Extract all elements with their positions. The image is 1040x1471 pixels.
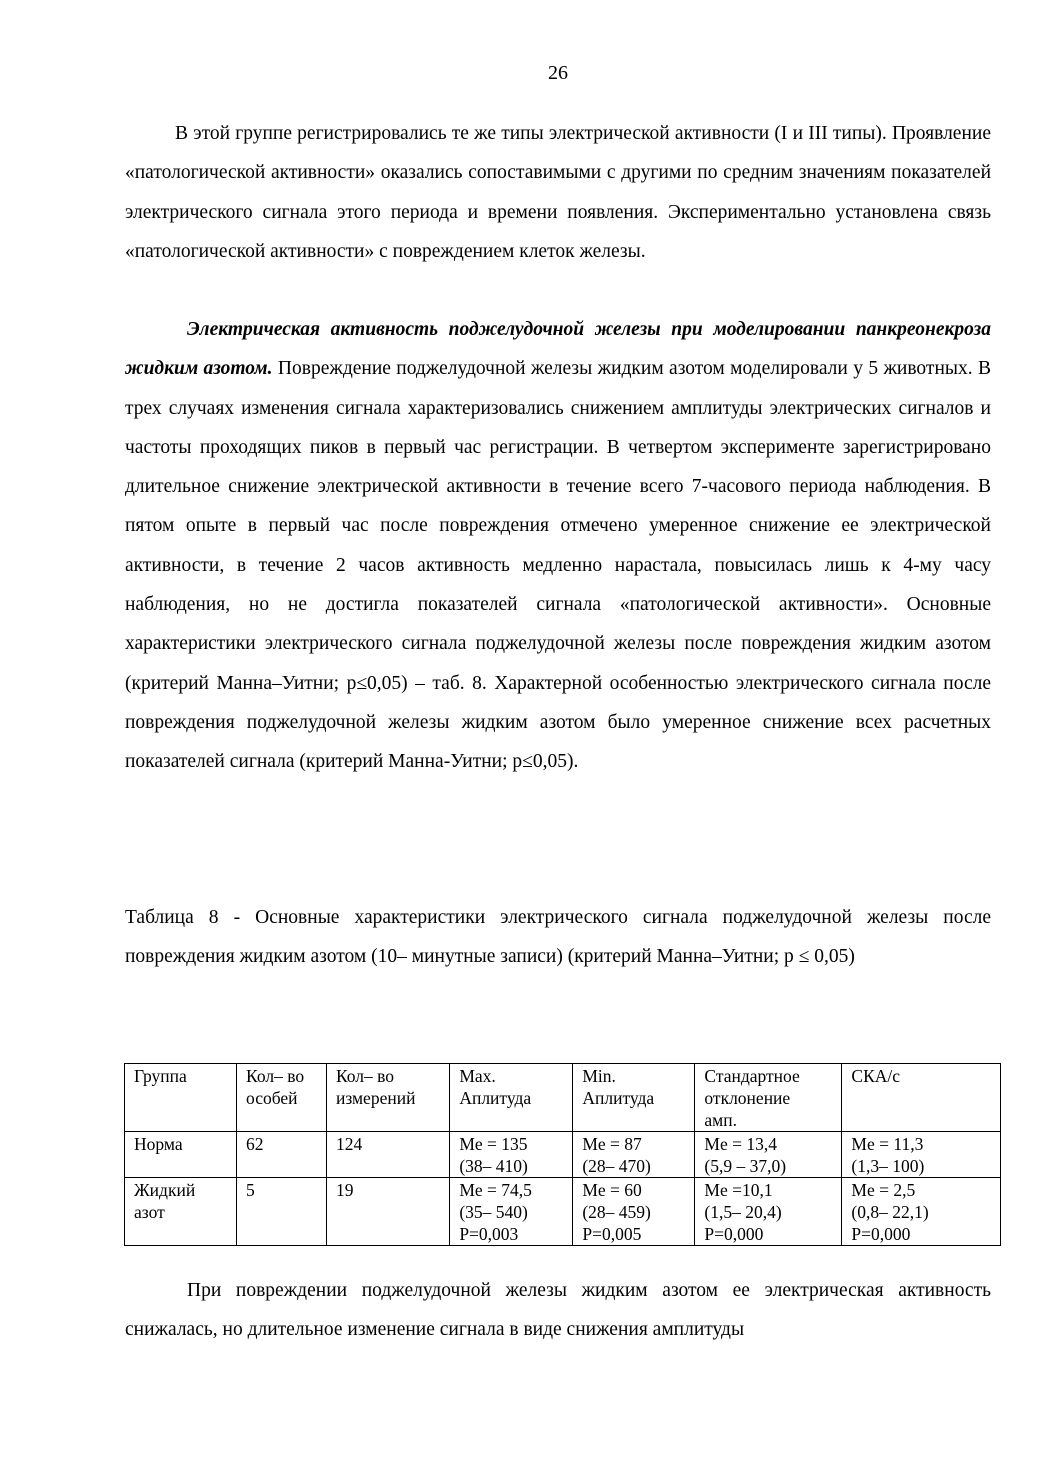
table-cell: Норма: [125, 1132, 237, 1178]
table-cell: Me = 135 (38– 410): [450, 1132, 573, 1178]
table-caption: Таблица 8 - Основные характеристики электрического сигнала поджелудочной железы после повреждения жидким азотом (10– минутные записи) (критерий Манна–Уитни; p ≤ 0,05): [125, 907, 991, 968]
header-cell-group: Группа: [125, 1064, 237, 1132]
data-table: [124, 1063, 1001, 1246]
table-header-row: [125, 1064, 1001, 1132]
table-cell: Me = 87 (28– 470): [573, 1132, 695, 1178]
paragraph-1: В этой группе регистрировались те же типы электрической активности (I и III типы). Проявление «патологической активности» оказались сопоставимыми с другими по средним значениям показателей электрического сигнала этого периода и времени появления. Экспериментально установлена связь «патологической активности» с повреждением клеток железы.: [125, 123, 991, 262]
table-cell: Me = 74,5 (35– 540) P=0,003: [450, 1178, 573, 1246]
table-row: [125, 1132, 1001, 1178]
table-cell: Me = 60 (28– 459) P=0,005: [573, 1178, 695, 1246]
table-cell: 19: [326, 1178, 449, 1246]
table-cell: Жидкий азот: [125, 1178, 237, 1246]
table-row: [125, 1178, 1001, 1246]
header-cell-std-dev: Стандартное отклонение амп.: [695, 1064, 842, 1132]
paragraph-2-body: Повреждение поджелудочной железы жидким азотом моделировали у 5 животных. В трех случаях изменения сигнала характеризовались снижением амплитуды электрических сигналов и частоты проходящих пиков в первый час регистрации. В четвертом эксперименте зарегистрировано длительное снижение электрической активности в течение всего 7-часового периода наблюдения. В пятом опыте в первый час после повреждения отмечено умеренное снижение ее электрической активности, в течение 2 часов активность медленно нарастала, повысилась лишь к 4-му часу наблюдения, но не достигла показателей сигнала «патологической активности». Основные характеристики электрического сигнала поджелудочной железы после повреждения жидким азотом (критерий Манна–Уитни; p≤0,05) – таб. 8. Характерной особенностью электрического сигнала после повреждения поджелудочной железы жидким азотом было умеренное снижение всех расчетных показателей сигнала (критерий Манна-Уитни; p≤0,05).: [125, 358, 991, 773]
table-cell: Me = 2,5 (0,8– 22,1) P=0,000: [842, 1178, 1001, 1246]
table-cell: Me =10,1 (1,5– 20,4) P=0,000: [695, 1178, 842, 1246]
table-cell: Me = 11,3 (1,3– 100): [842, 1132, 1001, 1178]
table-cell: 124: [326, 1132, 449, 1178]
header-cell-ska: СКА/с: [842, 1064, 1001, 1132]
header-cell-max-amplitude: Max. Аплитуда: [450, 1064, 573, 1132]
table-cell: 5: [237, 1178, 327, 1246]
header-cell-animals: Кол– во особей: [237, 1064, 327, 1132]
table-cell: Me = 13,4 (5,9 – 37,0): [695, 1132, 842, 1178]
header-cell-min-amplitude: Min. Аплитуда: [573, 1064, 695, 1132]
header-cell-measurements: Кол– во измерений: [326, 1064, 449, 1132]
page-number: 26: [548, 62, 568, 84]
paragraph-2: [125, 310, 991, 782]
section-heading: Электрическая активность поджелудочной железы при моделировании панкреонекроза жидким азотом.: [125, 319, 991, 380]
paragraph-3: При повреждении поджелудочной железы жидким азотом ее электрическая активность снижалась, но длительное изменение сигнала в виде снижения амплитуды: [125, 1280, 991, 1341]
table-cell: 62: [237, 1132, 327, 1178]
